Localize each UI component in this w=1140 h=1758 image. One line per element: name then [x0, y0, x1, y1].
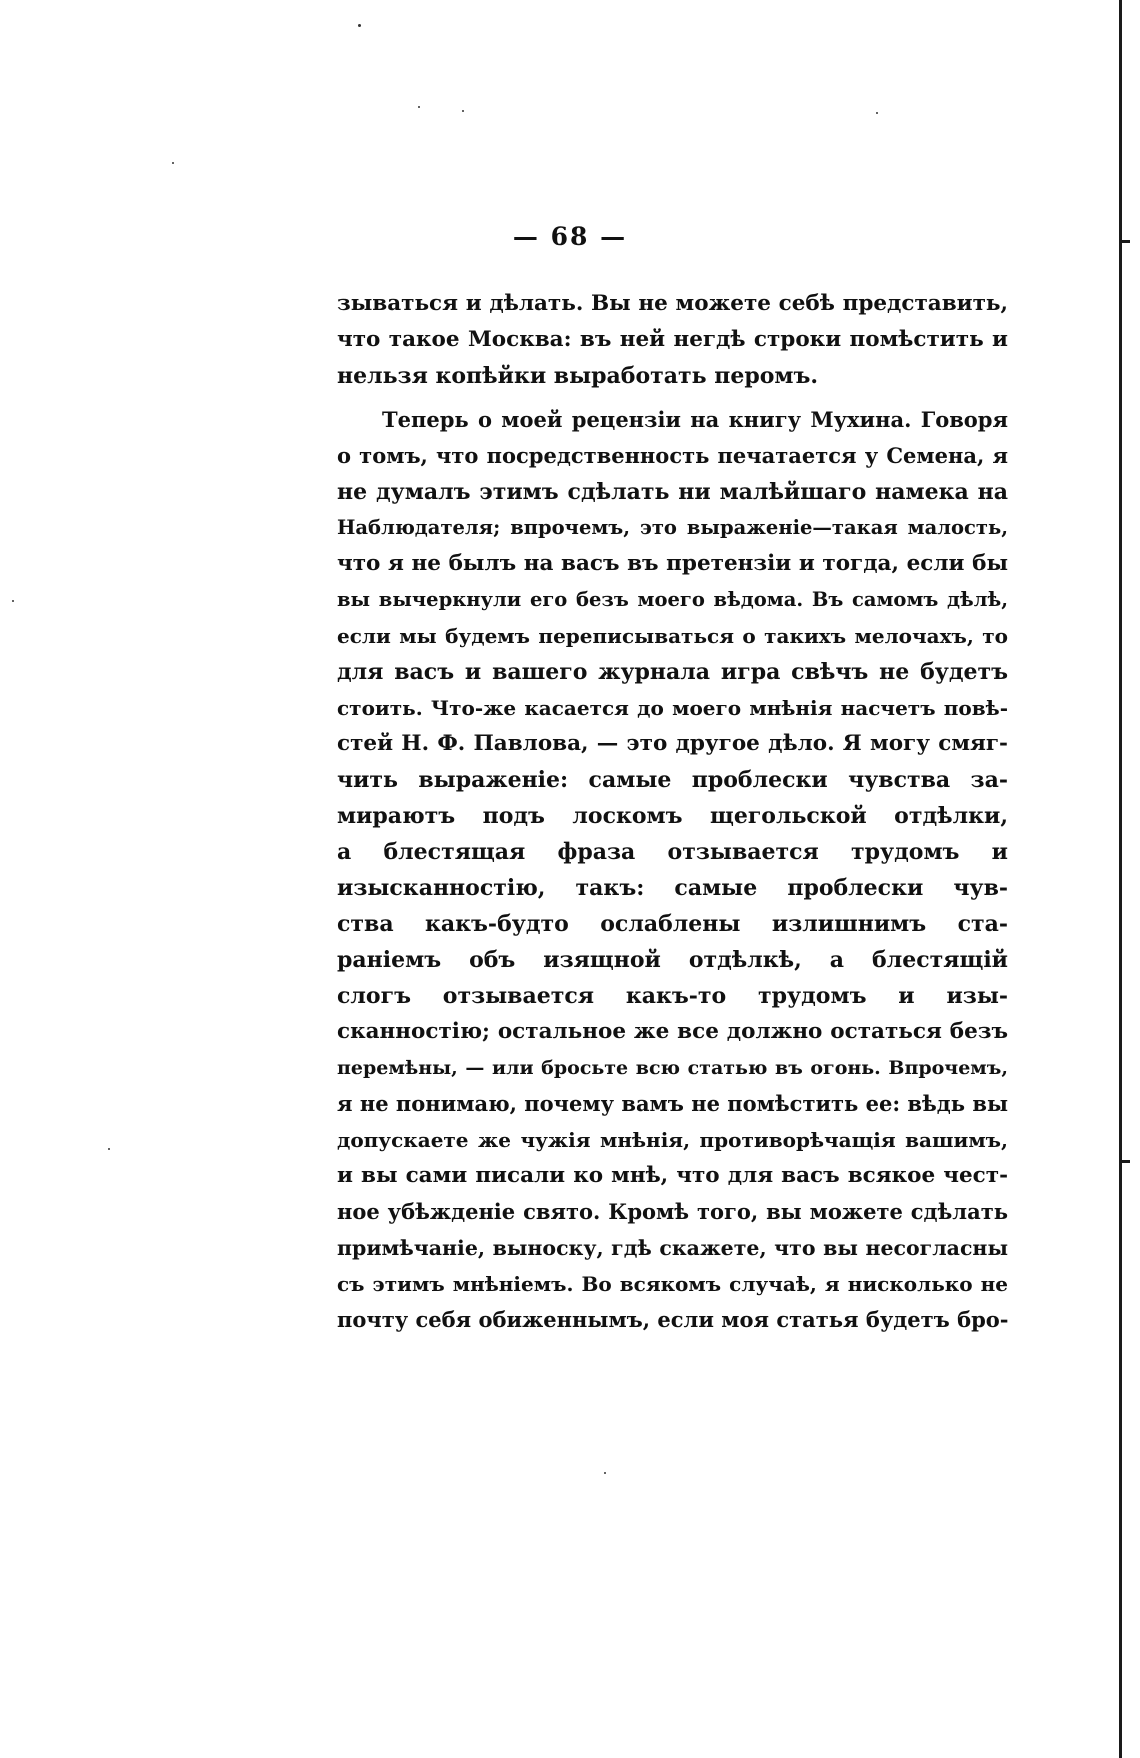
text-line: съ этимъ мнѣніемъ. Во всякомъ случаѣ, я нисколько не	[337, 1272, 1008, 1296]
text-line: нельзя копѣйки выработать перомъ.	[337, 363, 819, 389]
text-line: перемѣны, — или бросьте всю статью въ огонь. Впрочемъ,	[337, 1057, 1008, 1079]
text-line: примѣчаніе, выноску, гдѣ скажете, что вы несогласны	[337, 1236, 1008, 1260]
text-line: не думалъ этимъ сдѣлать ни малѣйшаго намека на	[337, 479, 1008, 505]
text-line: вы вычеркнули его безъ моего вѣдома. Въ самомъ дѣлѣ,	[337, 588, 1008, 611]
text-line: сканностію; остальное же все должно остаться безъ	[337, 1019, 1008, 1044]
paragraph-2	[337, 402, 1008, 1338]
scan-speck	[358, 24, 361, 27]
scan-speck	[108, 1148, 110, 1150]
scan-page-edge	[1119, 0, 1122, 1758]
text-line: Наблюдателя; впрочемъ, это выраженіе—такая малость,	[337, 516, 1008, 539]
text-line: почту себя обиженнымъ, если моя статья будетъ бро-	[337, 1307, 1008, 1332]
body-text	[337, 286, 1008, 1338]
text-line: если мы будемъ переписываться о такихъ мелочахъ, то	[337, 624, 1008, 648]
text-line: о томъ, что посредственность печатается у Семена, я	[337, 443, 1008, 468]
text-line: чить выраженіе: самые проблески чувства за-	[337, 767, 1008, 793]
scan-edge-mark	[1122, 1160, 1130, 1163]
text-line: что я не былъ на васъ въ претензіи и тогда, если бы	[337, 551, 1008, 576]
scan-speck	[172, 162, 174, 164]
text-line: Теперь о моей рецензіи на книгу Мухина. Говоря	[382, 407, 1008, 432]
text-line: ное убѣжденіе свято. Кромѣ того, вы можете сдѣлать	[337, 1199, 1008, 1224]
paragraph-1	[337, 286, 1008, 394]
scan-speck	[418, 106, 420, 108]
scan-speck	[604, 1472, 606, 1474]
text-line: я не понимаю, почему вамъ не помѣстить ее: вѣдь вы	[337, 1091, 1008, 1116]
text-line: и вы сами писали ко мнѣ, что для васъ всякое чест-	[337, 1163, 1008, 1188]
text-line: стоить. Что-же касается до моего мнѣнія насчетъ повѣ-	[337, 696, 1008, 720]
text-line: мираютъ подъ лоскомъ щегольской отдѣлки,	[337, 803, 1008, 829]
text-line: стей Н. Ф. Павлова, — это другое дѣло. Я могу смяг-	[337, 731, 1008, 756]
text-line: изысканностію, такъ: самые проблески чув-	[337, 875, 1008, 901]
text-line: раніемъ объ изящной отдѣлкѣ, а блестящій	[337, 947, 1008, 973]
text-line: зываться и дѣлать. Вы не можете себѣ представить,	[337, 291, 1008, 316]
text-line: ства какъ-будто ослаблены излишнимъ ста-	[337, 911, 1008, 937]
text-line: допускаете же чужія мнѣнія, противорѣчащія вашимъ,	[337, 1128, 1008, 1152]
text-line: для васъ и вашего журнала игра свѣчъ не будетъ	[337, 659, 1008, 685]
scan-speck	[876, 112, 878, 114]
page-number: — 68 —	[512, 222, 628, 251]
text-line: что такое Москва: въ ней негдѣ строки помѣстить и	[337, 327, 1008, 352]
scan-speck	[462, 110, 464, 112]
text-line: а блестящая фраза отзывается трудомъ и	[337, 839, 1008, 865]
text-line: слогъ отзывается какъ-то трудомъ и изы-	[337, 983, 1008, 1009]
scan-speck	[12, 600, 14, 602]
